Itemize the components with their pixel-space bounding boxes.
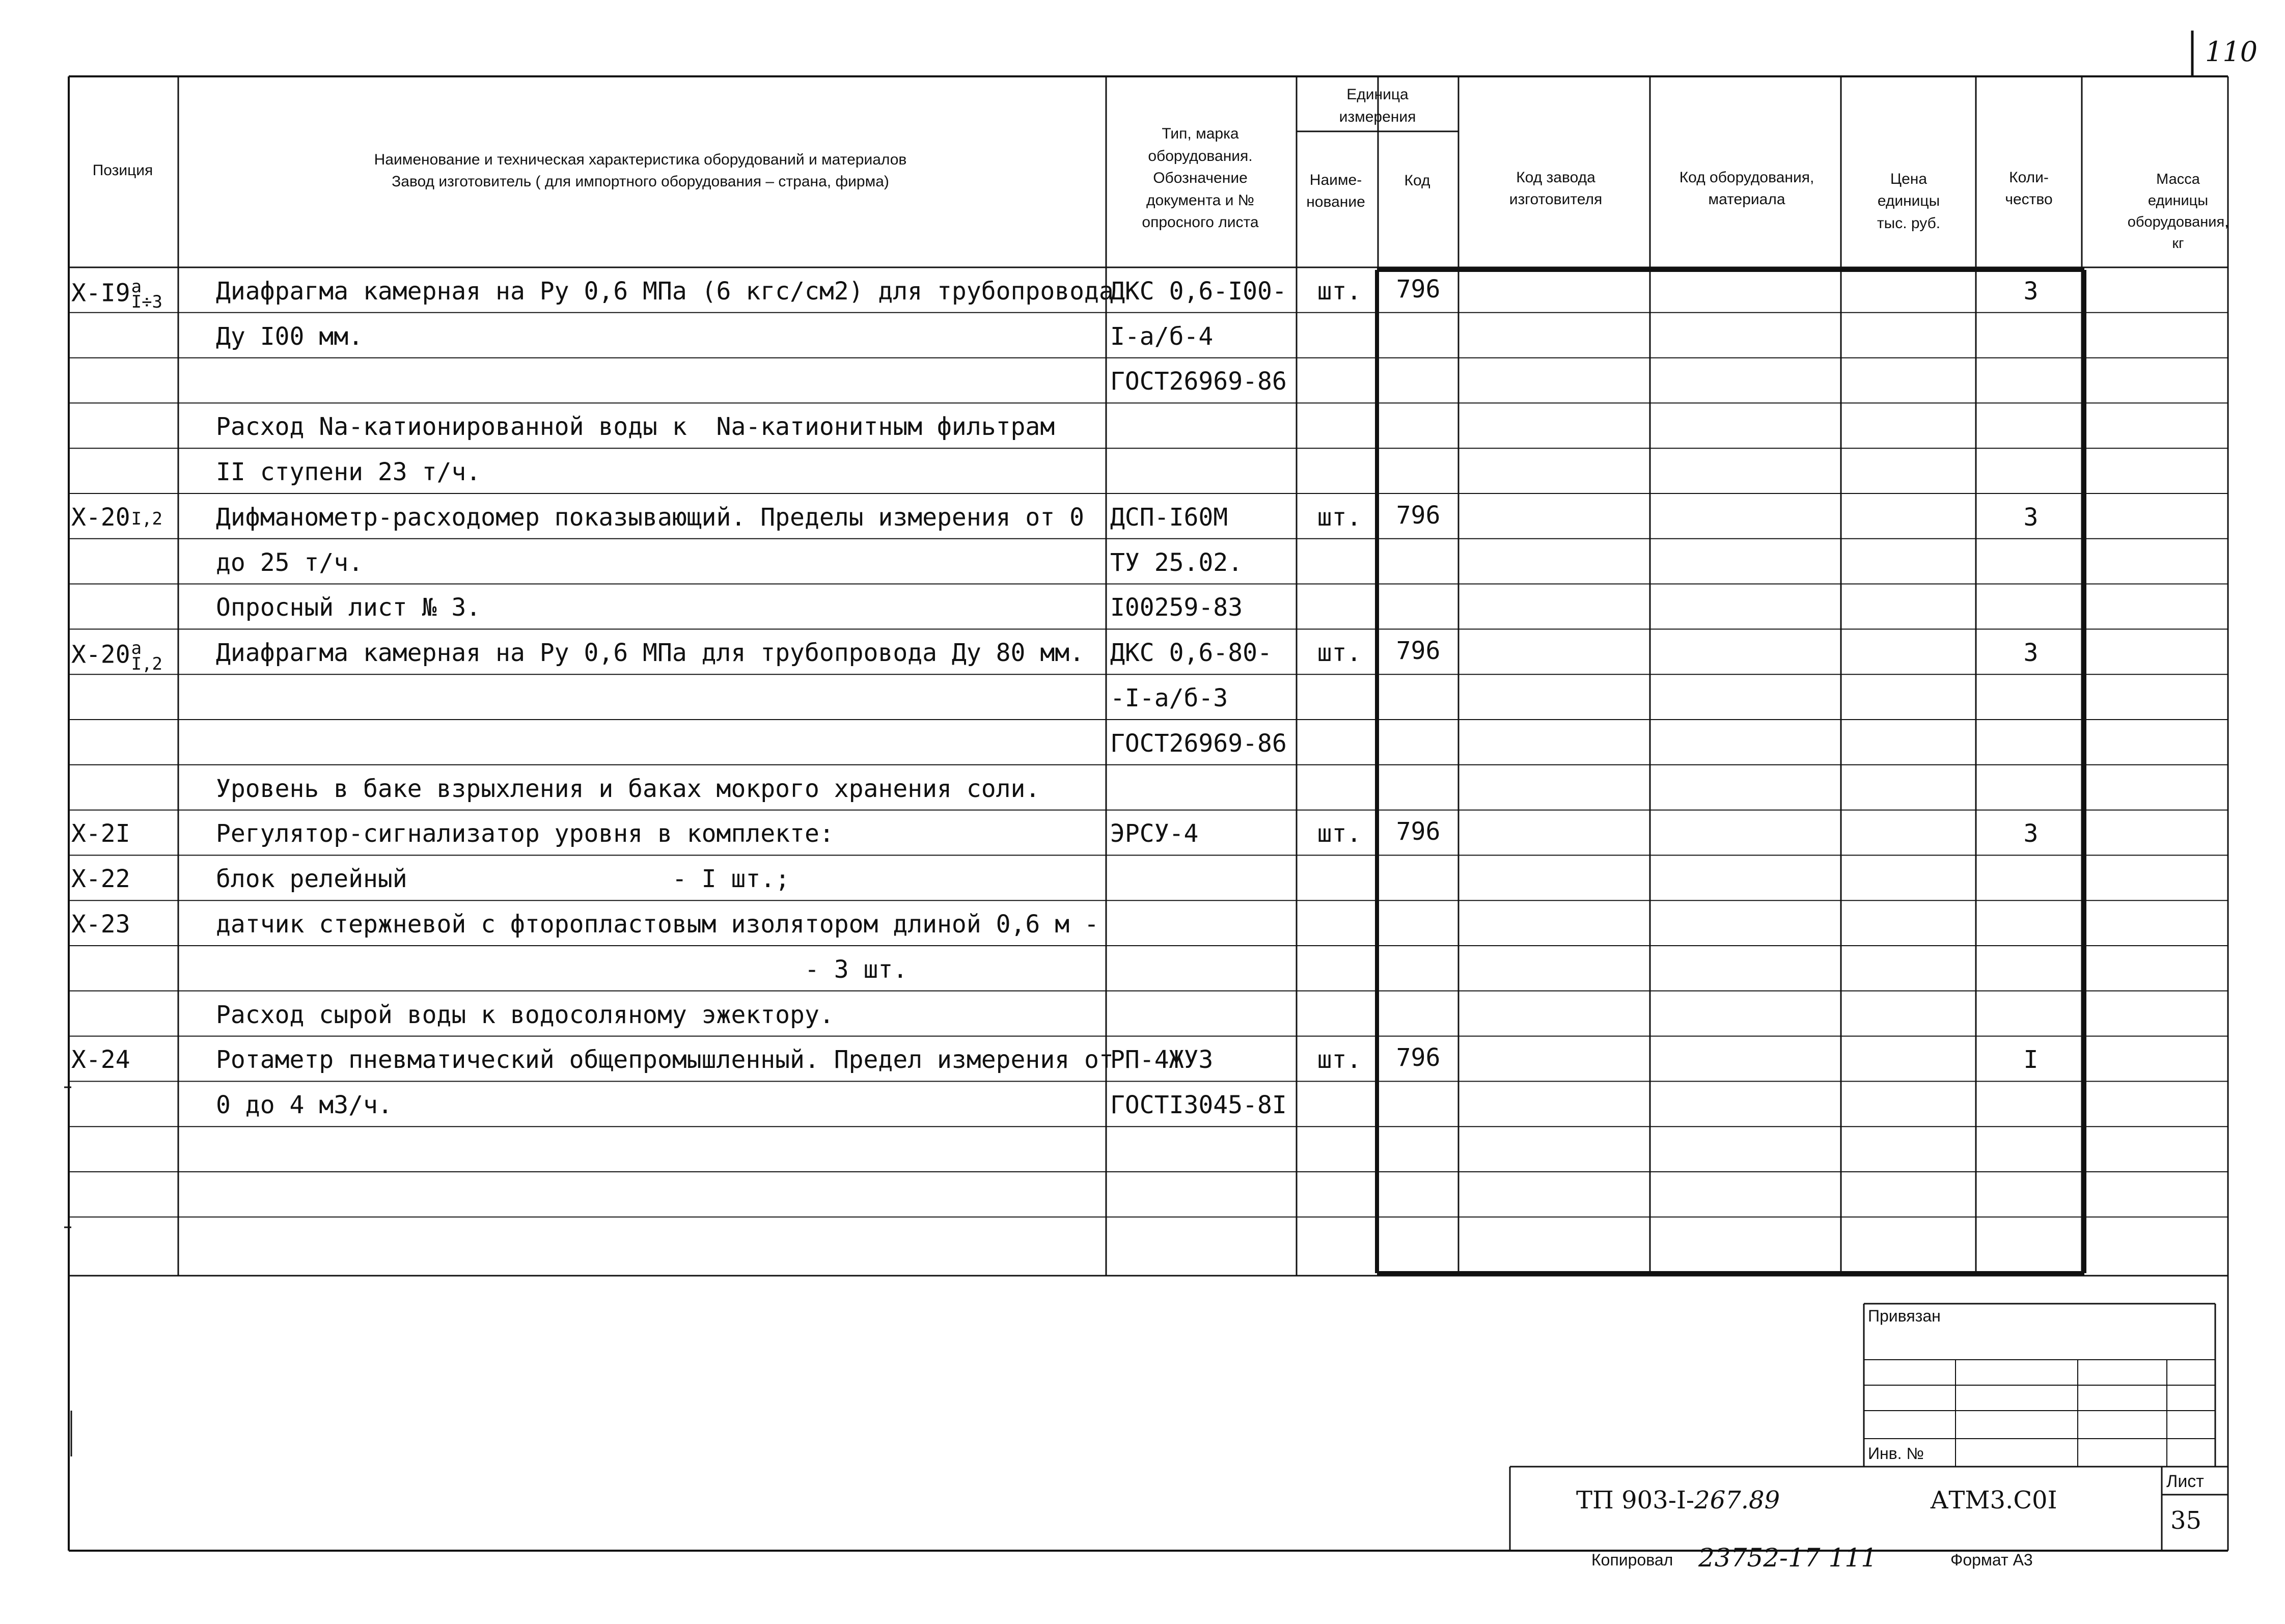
row-type-mark: ЭРСУ-4: [1110, 819, 1199, 848]
row-name: Регулятор-сигнализатор уровня в комплекте:: [216, 819, 834, 848]
stamp-sheet-number: 35: [2170, 1506, 2202, 1535]
row-type-mark: ТУ 25.02.: [1110, 548, 1243, 577]
stamp-bound-label: Привязан: [1868, 1307, 1941, 1325]
row-name: Расход сырой воды к водосоляному эжектору.: [216, 1000, 834, 1029]
page-number: 110: [2205, 36, 2258, 68]
row-name: 0 до 4 м3/ч.: [216, 1091, 393, 1120]
row-name: Диафрагма камерная на Ру 0,6 МПа для трубопровода Ду 80 мм.: [216, 639, 1085, 668]
row-name: II ступени 23 т/ч.: [216, 458, 481, 486]
header-position: Позиция: [92, 162, 153, 179]
copied-label: Копировал: [1591, 1551, 1673, 1569]
header-plant-code: Код завода изготовителя: [1509, 169, 1603, 208]
row-type-mark: РП-4ЖУЗ: [1110, 1045, 1214, 1075]
row-position: [71, 821, 130, 846]
row-name: - 3 шт.: [216, 955, 908, 984]
stamp-sheet-label: Лист: [2166, 1472, 2204, 1491]
position-index: [131, 638, 163, 674]
row-quantity: 3: [2023, 819, 2039, 848]
row-name: блок релейный - I шт.;: [216, 865, 790, 894]
row-quantity: 3: [2023, 503, 2039, 532]
row-position: [71, 505, 162, 530]
row-unit-name: шт.: [1317, 819, 1362, 848]
row-type-mark: ДКС 0,6-80-: [1110, 639, 1272, 668]
position-code: Х-2I: [71, 819, 130, 848]
header-name: Наименование и техническая характеристика оборудований и материалов Завод изготовитель ( для импортного оборудования – страна, фирма): [374, 151, 907, 190]
stamp-doc-number: [1576, 1486, 1780, 1515]
row-quantity: I: [2023, 1045, 2039, 1075]
row-type-mark: -I-а/б-3: [1110, 684, 1228, 712]
header-quantity: Коли- чество: [2005, 169, 2053, 208]
position-index: [131, 508, 163, 529]
position-code: Х-23: [71, 910, 130, 939]
header-mass: Масса единицы оборудования, кг: [2127, 171, 2229, 252]
stamp-inv-label: Инв. №: [1868, 1444, 1924, 1463]
row-name: Диафрагма камерная на Ру 0,6 МПа (6 кгс/см2) для трубопровода: [216, 277, 1114, 306]
row-unit-code: 796: [1396, 817, 1441, 846]
row-position: [71, 638, 163, 674]
row-quantity: 3: [2023, 277, 2039, 306]
header-unit-name: Наиме- нование: [1306, 171, 1365, 210]
row-position: [71, 912, 130, 937]
header-price: Цена единицы тыс. руб.: [1877, 170, 1941, 232]
position-code: Х-24: [71, 1045, 130, 1075]
row-type-mark: ДСП-I60М: [1110, 503, 1228, 532]
row-name: Ду I00 мм.: [216, 322, 363, 351]
position-subscript: I,2: [131, 653, 163, 674]
copied-handwritten: 23752-17 111: [1698, 1543, 1877, 1573]
row-quantity: 3: [2023, 639, 2039, 668]
header-unit-code: Код: [1404, 172, 1430, 189]
position-code: Х-20: [71, 640, 130, 669]
row-type-mark: I00259-83: [1110, 593, 1243, 622]
row-position: [71, 276, 163, 313]
position-subscript: I,2: [131, 508, 163, 529]
row-unit-name: шт.: [1317, 1045, 1362, 1075]
position-code: Х-22: [71, 865, 130, 894]
row-type-mark: I-а/б-4: [1110, 322, 1214, 351]
row-type-mark: ДКС 0,6-I00-: [1110, 277, 1287, 306]
row-name: Ротаметр пневматический общепромышленный. Предел измерения от: [216, 1045, 1114, 1075]
row-unit-code: 796: [1396, 274, 1441, 304]
doc-number-handwritten: 267.89: [1694, 1486, 1780, 1515]
position-code: Х-20: [71, 503, 130, 532]
row-type-mark: ГОСТI3045-8I: [1110, 1091, 1287, 1120]
row-unit-name: шт.: [1317, 503, 1362, 532]
row-name: до 25 т/ч.: [216, 548, 363, 577]
position-superscript: а: [131, 638, 142, 659]
row-type-mark: ГОСТ26969-86: [1110, 367, 1287, 396]
row-position: [71, 865, 130, 894]
row-unit-name: шт.: [1317, 277, 1362, 306]
row-name: Уровень в баке взрыхления и баках мокрого хранения соли.: [216, 774, 1040, 803]
row-unit-code: 796: [1396, 637, 1441, 666]
row-type-mark: ГОСТ26969-86: [1110, 729, 1287, 758]
row-position: [71, 1045, 130, 1075]
row-name: Дифманометр-расходомер показывающий. Пределы измерения от 0: [216, 503, 1085, 532]
position-subscript: I÷3: [131, 292, 163, 313]
stamp-doc-code: АТМ3.С0I: [1930, 1486, 2057, 1515]
row-unit-code: 796: [1396, 501, 1441, 530]
header-equipment-code: Код оборудования, материала: [1679, 169, 1814, 208]
row-name: Опросный лист № 3.: [216, 593, 481, 622]
row-unit-name: шт.: [1317, 639, 1362, 668]
row-name: Расход Nа-катионированной воды к Nа-катионитным фильтрам: [216, 412, 1055, 442]
position-code: Х-I9: [71, 279, 130, 308]
row-unit-code: 796: [1396, 1043, 1441, 1072]
position-superscript: а: [131, 276, 142, 297]
doc-number-prefix: ТП 903-I-: [1576, 1486, 1695, 1515]
header-unit-group: Единица измерения: [1339, 86, 1416, 125]
position-index: [131, 276, 163, 313]
header-type-mark: Тип, марка оборудования. Обозначение документа и № опросного листа: [1142, 125, 1259, 231]
row-name: датчик стержневой с фторопластовым изолятором длиной 0,6 м -: [216, 910, 1099, 939]
format-label: Формат А3: [1950, 1551, 2033, 1569]
